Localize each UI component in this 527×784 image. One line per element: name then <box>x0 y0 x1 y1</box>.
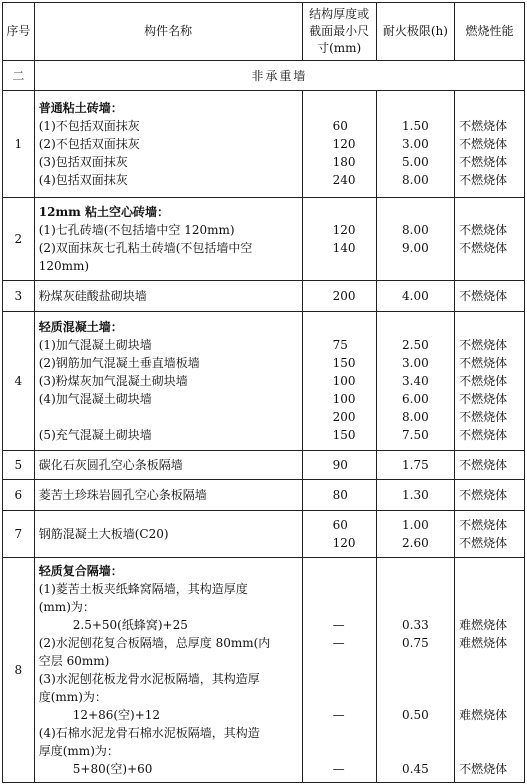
thickness-value <box>333 580 372 598</box>
burn-property-value: 不燃烧体 <box>459 356 508 370</box>
thickness-value-cell <box>302 198 376 281</box>
fire-limit-value <box>381 203 450 221</box>
fire-limit-value: 3.40 <box>402 374 429 388</box>
fire-limit-value: 0.50 <box>402 708 429 722</box>
burn-property-value-cell <box>455 281 525 312</box>
thickness-value: — <box>332 708 345 722</box>
component-name: (1)加气混凝土砌块墙 <box>38 338 152 352</box>
thickness-value <box>333 724 372 742</box>
component-name: 12+86(空)+12 <box>72 708 161 722</box>
thickness-value: 80 <box>332 488 348 502</box>
component-name-cell <box>34 281 302 312</box>
thickness-value: — <box>332 762 345 776</box>
row-number: 1 <box>3 91 35 198</box>
burn-property-value: 不燃烧体 <box>459 458 508 472</box>
burn-property-value <box>459 652 520 670</box>
fire-limit-value: 4.00 <box>402 289 429 303</box>
thickness-value <box>333 99 372 117</box>
thickness-value: 240 <box>332 173 356 187</box>
fire-limit-value: 2.60 <box>402 536 429 550</box>
burn-property-value <box>459 562 520 580</box>
component-name: 菱苦土珍珠岩圆孔空心条板隔墙 <box>38 488 207 502</box>
thickness-value: 90 <box>332 458 348 472</box>
burn-property-value-cell <box>455 312 525 451</box>
fire-limit-value <box>381 742 450 760</box>
burn-property-value <box>459 742 520 760</box>
section-title: 非承重墙 <box>34 61 524 91</box>
component-name: (mm)为： <box>38 600 95 614</box>
thickness-value: 200 <box>332 410 356 424</box>
thickness-value-cell <box>302 281 376 312</box>
thickness-value-cell <box>302 558 376 783</box>
table-row <box>3 281 525 312</box>
component-name <box>39 408 298 426</box>
thickness-value: 60 <box>332 518 348 532</box>
thickness-value <box>333 203 372 221</box>
fire-limit-value: 1.30 <box>402 488 429 502</box>
fire-limit-value: 8.00 <box>402 410 429 424</box>
burn-property-value-cell <box>455 511 525 558</box>
table-row <box>3 451 525 480</box>
thickness-value <box>333 318 372 336</box>
row-number: 3 <box>3 281 35 312</box>
thickness-value-cell <box>302 312 376 451</box>
fire-limit-value <box>381 580 450 598</box>
row-number: 5 <box>3 451 35 480</box>
component-name: (3)粉煤灰加气混凝土砌块墙 <box>38 374 188 388</box>
thickness-value-cell <box>302 91 376 198</box>
fire-resistance-table-page <box>2 2 525 782</box>
component-name: 厚度(mm)为： <box>38 744 119 758</box>
burn-property-value: 不燃烧体 <box>459 762 508 776</box>
row-number: 4 <box>3 312 35 451</box>
burn-property-value: 不燃烧体 <box>459 137 508 151</box>
fire-limit-value <box>381 598 450 616</box>
burn-property-value <box>459 724 520 742</box>
table-row <box>3 91 525 198</box>
thickness-value: 120 <box>332 137 356 151</box>
component-name: (2)不包括双面抹灰 <box>38 137 140 151</box>
thickness-value: 100 <box>332 374 356 388</box>
component-name: (3)水泥刨花板龙骨水泥板隔墙，其构造厚 <box>38 672 260 686</box>
burn-property-value <box>459 598 520 616</box>
fire-limit-value: 5.00 <box>402 155 429 169</box>
thickness-value: — <box>332 618 345 632</box>
burn-property-value: 不燃烧体 <box>459 428 508 442</box>
table-row <box>3 511 525 558</box>
fire-limit-value <box>381 99 450 117</box>
thickness-value <box>333 257 372 275</box>
component-name: 碳化石灰圆孔空心条板隔墙 <box>38 458 183 472</box>
component-name-cell <box>34 91 302 198</box>
fire-limit-value: 0.45 <box>402 762 429 776</box>
thickness-value-cell <box>302 451 376 480</box>
thickness-value <box>333 688 372 706</box>
fire-limit-value: 1.75 <box>402 458 429 472</box>
thickness-value <box>333 598 372 616</box>
table-row <box>3 198 525 281</box>
component-name: (4)加气混凝土砌块墙 <box>38 392 152 406</box>
thickness-value-cell <box>302 511 376 558</box>
burn-property-value <box>459 318 520 336</box>
thickness-value-cell <box>302 480 376 511</box>
thickness-value: — <box>332 636 345 650</box>
burn-property-value: 不燃烧体 <box>459 223 508 237</box>
component-name: (2)双面抹灰七孔粘土砖墙(不包括墙中空 <box>38 241 253 255</box>
fire-limit-value-cell <box>376 511 454 558</box>
burn-property-value <box>459 580 520 598</box>
fire-limit-value-cell <box>376 198 454 281</box>
component-name: 轻质复合隔墙： <box>38 564 123 578</box>
section-row <box>3 61 525 91</box>
thickness-value: 180 <box>332 155 356 169</box>
component-name: 度(mm)为： <box>38 690 107 704</box>
row-number: 6 <box>3 480 35 511</box>
header-name: 构件名称 <box>34 3 302 61</box>
fire-limit-value <box>381 670 450 688</box>
component-name: (1)菱苦土板夹纸蜂窝隔墙，其构造厚度 <box>38 582 248 596</box>
burn-property-value <box>459 257 520 275</box>
burn-property-value: 不燃烧体 <box>459 392 508 406</box>
header-no: 序号 <box>3 3 35 61</box>
thickness-value <box>333 670 372 688</box>
table-row <box>3 480 525 511</box>
component-name: 钢筋混凝土大板墙(C20) <box>38 527 169 541</box>
fire-limit-value <box>381 724 450 742</box>
component-name-cell <box>34 558 302 783</box>
fire-limit-value: 2.50 <box>402 338 429 352</box>
thickness-value: 120 <box>332 536 356 550</box>
section-no: 二 <box>3 61 35 91</box>
thickness-value: 100 <box>332 392 356 406</box>
component-name-cell <box>34 312 302 451</box>
fire-limit-value: 1.00 <box>402 518 429 532</box>
fire-limit-value: 8.00 <box>402 223 429 237</box>
fire-limit-value-cell <box>376 451 454 480</box>
component-name: 粉煤灰硅酸盐砌块墙 <box>38 289 147 303</box>
component-name: 普通粘土砖墙： <box>38 101 123 115</box>
burn-property-value: 不燃烧体 <box>459 173 508 187</box>
component-name: (3)包括双面抹灰 <box>38 155 128 169</box>
fire-limit-value <box>381 562 450 580</box>
burn-property-value: 不燃烧体 <box>459 518 508 532</box>
component-name: 轻质混凝土墙： <box>38 320 123 334</box>
burn-property-value: 不燃烧体 <box>459 338 508 352</box>
burn-property-value: 不燃烧体 <box>459 241 508 255</box>
burn-property-value: 不燃烧体 <box>459 536 508 550</box>
thickness-value: 120 <box>332 223 356 237</box>
fire-limit-value <box>381 318 450 336</box>
burn-property-value: 难燃烧体 <box>459 708 508 722</box>
burn-property-value: 难燃烧体 <box>459 636 508 650</box>
component-name: (4)石棉水泥龙骨石棉水泥板隔墙，其构造 <box>38 726 260 740</box>
fire-limit-value-cell <box>376 91 454 198</box>
table-row <box>3 558 525 783</box>
thickness-value: 140 <box>332 241 356 255</box>
component-name: (2)钢筋加气混凝土垂直墙板墙 <box>38 356 200 370</box>
component-name: 120mm) <box>38 259 90 273</box>
thickness-value <box>333 562 372 580</box>
fire-limit-value: 7.50 <box>402 428 429 442</box>
burn-property-value: 不燃烧体 <box>459 155 508 169</box>
component-name: (4)包括双面抹灰 <box>38 173 128 187</box>
component-name: (1)不包括双面抹灰 <box>38 119 140 133</box>
fire-limit-value: 6.00 <box>402 392 429 406</box>
thickness-value <box>333 742 372 760</box>
fire-limit-value: 3.00 <box>402 356 429 370</box>
burn-property-value <box>459 203 520 221</box>
burn-property-value-cell <box>455 198 525 281</box>
header-fire-limit: 耐火极限(h) <box>376 3 454 61</box>
burn-property-value <box>459 99 520 117</box>
thickness-value: 60 <box>332 119 348 133</box>
burn-property-value <box>459 670 520 688</box>
burn-property-value <box>459 688 520 706</box>
fire-limit-value-cell <box>376 480 454 511</box>
table-row <box>3 312 525 451</box>
fire-resistance-table <box>2 2 525 783</box>
thickness-value: 75 <box>332 338 348 352</box>
component-name: (2)水泥刨花复合板隔墙，总厚度 80mm(内 <box>38 636 271 650</box>
component-name: 2.5+50(纸蜂窝)+25 <box>72 618 188 632</box>
header-burn: 燃烧性能 <box>455 3 525 61</box>
header-row <box>3 3 525 61</box>
burn-property-value: 难燃烧体 <box>459 618 508 632</box>
row-number: 8 <box>3 558 35 783</box>
component-name: 空层 60mm) <box>38 654 110 668</box>
component-name-cell <box>34 198 302 281</box>
component-name-cell <box>34 511 302 558</box>
row-number: 7 <box>3 511 35 558</box>
component-name-cell <box>34 451 302 480</box>
header-thickness: 结构厚度或截面最小尺寸(mm) <box>302 3 376 61</box>
component-name: (1)七孔砖墙(不包括墙中空 120mm) <box>38 223 235 237</box>
component-name-cell <box>34 480 302 511</box>
burn-property-value: 不燃烧体 <box>459 289 508 303</box>
thickness-value <box>333 652 372 670</box>
fire-limit-value <box>381 688 450 706</box>
fire-limit-value: 1.50 <box>402 119 429 133</box>
fire-limit-value: 8.00 <box>402 173 429 187</box>
burn-property-value-cell <box>455 451 525 480</box>
thickness-value: 200 <box>332 289 356 303</box>
component-name: (5)充气混凝土砌块墙 <box>38 428 152 442</box>
fire-limit-value <box>381 652 450 670</box>
fire-limit-value: 9.00 <box>402 241 429 255</box>
fire-limit-value: 0.33 <box>402 618 429 632</box>
burn-property-value-cell <box>455 480 525 511</box>
burn-property-value-cell <box>455 558 525 783</box>
burn-property-value-cell <box>455 91 525 198</box>
fire-limit-value: 3.00 <box>402 137 429 151</box>
fire-limit-value: 0.75 <box>402 636 429 650</box>
component-name: 12mm 粘土空心砖墙： <box>38 205 170 219</box>
fire-limit-value <box>381 257 450 275</box>
burn-property-value: 不燃烧体 <box>459 374 508 388</box>
row-number: 2 <box>3 198 35 281</box>
burn-property-value: 不燃烧体 <box>459 119 508 133</box>
component-name: 5+80(空)+60 <box>72 762 153 776</box>
fire-limit-value-cell <box>376 312 454 451</box>
burn-property-value: 不燃烧体 <box>459 488 508 502</box>
fire-limit-value-cell <box>376 558 454 783</box>
thickness-value: 150 <box>332 356 356 370</box>
thickness-value: 150 <box>332 428 356 442</box>
burn-property-value: 不燃烧体 <box>459 410 508 424</box>
fire-limit-value-cell <box>376 281 454 312</box>
